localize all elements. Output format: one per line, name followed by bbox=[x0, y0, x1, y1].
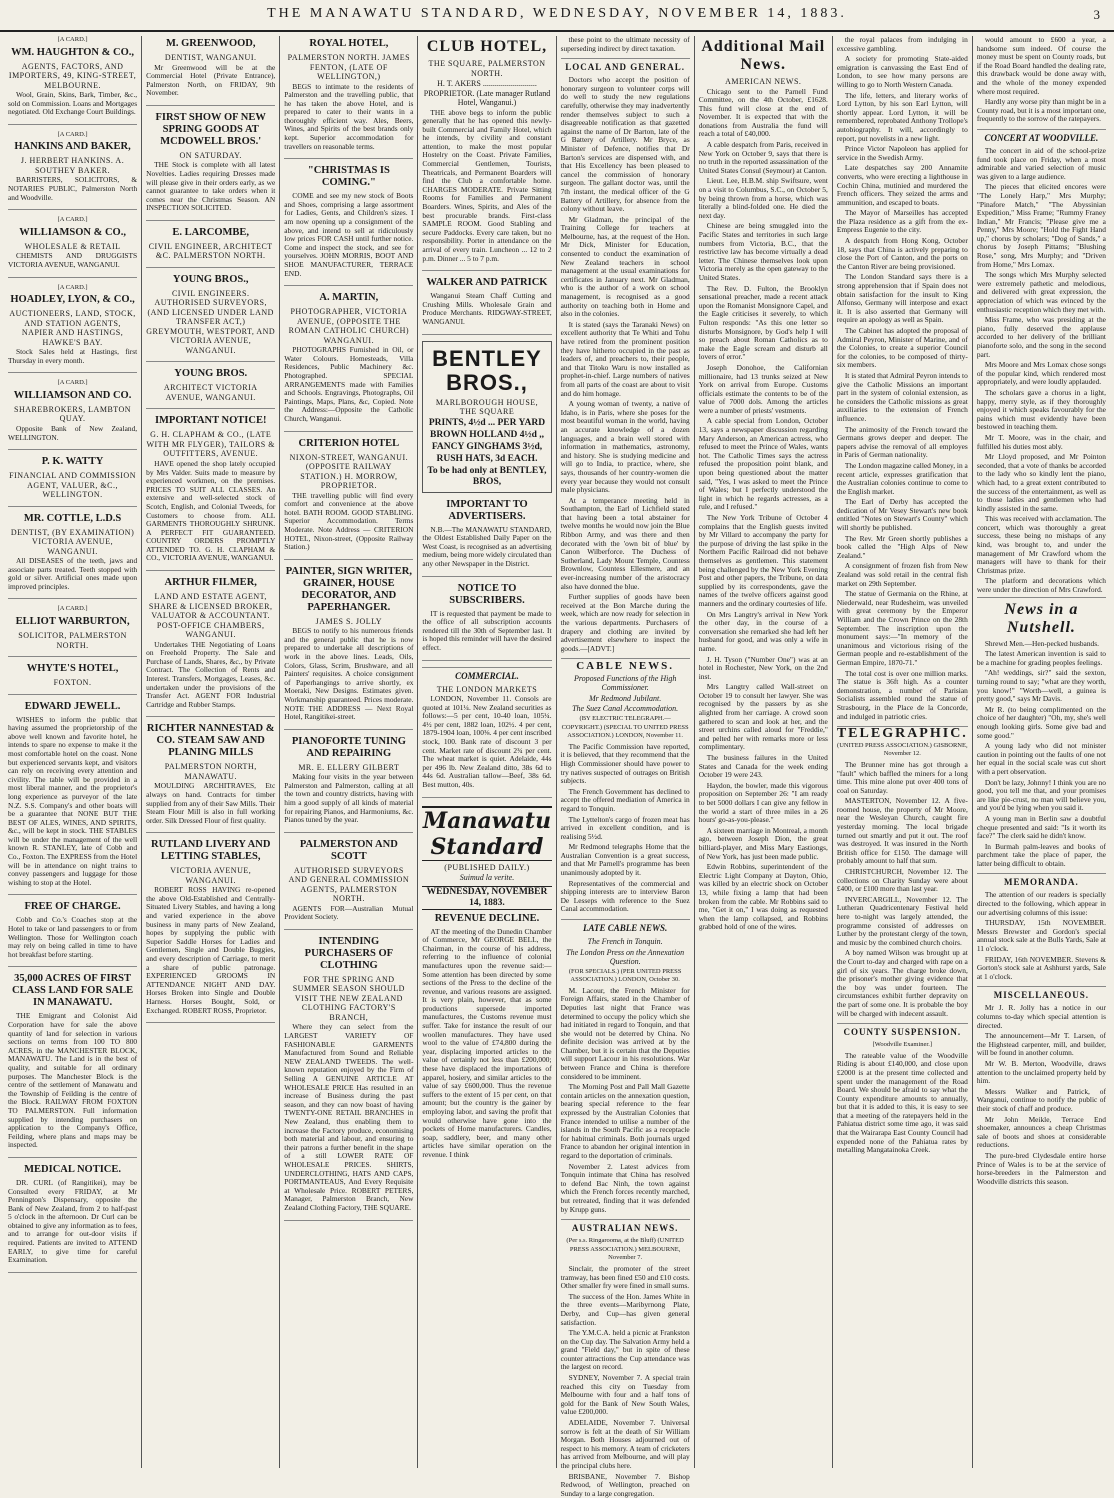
ad-heading: YOUNG BROS., bbox=[172, 273, 249, 285]
paragraph: The concert in aid of the school-prize fund took place on Friday, when a most admirable and varied selection of music was given to a large audience. bbox=[976, 145, 1106, 181]
ad-body: BEGS to notify to his numerous friends and the general public that he is now prepared to undertake all descriptions of work in the above lines. Leads, Oils, Colors, Glass, Scrim, Brushware, and all Painters' requisites. A choice consignment of Paperhangings to arrive shortly, ex Moeraki, New Designs. Estimates given. Workmanship guaranteed. Prices moderate. NOTE THE ADDRESS — Next Royal Hotel, Rangitikei-street. bbox=[284, 626, 414, 722]
mail-list bbox=[699, 88, 828, 932]
paragraph: SYDNEY, November 7. A special train reached this city on Tuesday from Melbourne with four and a half tons of gold for the Bank of New South Wales, value £200,000. bbox=[560, 1373, 690, 1417]
advertisement bbox=[8, 605, 137, 657]
advertisement bbox=[146, 38, 275, 106]
ad-heading: E. LARCOMBE, bbox=[172, 226, 250, 238]
paragraph: Mr R. (to being complimented on the choice of her daughter) "Oh, my, she's well enough looking girls. Some give bad and some good." bbox=[976, 704, 1106, 740]
memoranda-list bbox=[977, 891, 1106, 981]
club-hotel-body: THE above begs to inform the public generally that he has opened this newly-built Commercial and Family Hotel, which he intends, by civility and constant attention, to make the most popular Hostelry on the Coast. Private Families, Commercial Gentlemen, Tourists, Theatricals, and Permanent Boarders will find the Club a comfortable home. CHARGES MODERATE. Private Sitting Rooms for Families and Permanent Boarders. Wines, Spirits, and Ales of the best procurable brands. First-class SAMPLE ROOM. Good Stabling and secure Paddocks. Every care taken, but no responsibility. Porter in attendance on the arrival of every train. Luncheon ... 12 to 2 p.m. Dinner ... 5 to 7 p.m. bbox=[422, 107, 552, 263]
advertisement bbox=[146, 577, 275, 717]
paragraph: Late despatches say 200 Annamite converts, who were erecting a lighthouse in Cochin China, mutinied and murdered the French officers. They seized the arms and ammunition, and escaped to boats. bbox=[836, 163, 968, 207]
county-tag: [Woodville Examiner.] bbox=[872, 1041, 933, 1049]
notice-body: IT is requested that payment be made to the office of all subscription accounts rendered till the 30th of September last. It is hoped this reminder will have the desired effect. bbox=[422, 608, 552, 652]
ad-subheading: CIVIL ENGINEERS. AUTHORISED SURVEYORS, (AND LICENSED UNDER LAND TRANSFER ACT,) GREYMOUTH, WESTPORT, AND VICTORIA AVENUE, WANGANUI. bbox=[146, 288, 276, 355]
late-sub: The London Press on the Annexation Question. bbox=[566, 947, 685, 967]
paragraph: It is stated (says the Taranaki News) on excellent authority that Te Whiti and Tohu have retired from the prominent position they have hitherto occupied in the past as leaders of, and preachers to, their people, and that Titoko Waru is now installed as prophet-in-chief. Large numbers of natives from all parts of the coast are about to visit and do him homage. bbox=[560, 319, 690, 398]
advertisement bbox=[284, 438, 413, 560]
cable-list bbox=[561, 743, 690, 914]
paragraph: A society for promoting State-aided emigration is canvassing the East End of London, to see how many persons are willing to go to North Western Canada. bbox=[836, 54, 968, 89]
paragraph: The French Government has declined to accept the offered mediation of America in regard to Tonquin. bbox=[560, 786, 690, 813]
paragraph: The Cabinet has adopted the proposal of Admiral Peyron, Minister of Marine, and of the Colonies, to create a superior Council for the colonies, to be composed of thirty-six members. bbox=[836, 326, 968, 370]
paragraph: Mr W. B. Merton, Woodville, draws attention to the unclaimed property held by him. bbox=[976, 1058, 1106, 1086]
advertisement bbox=[8, 513, 137, 600]
paragraph: the royal palaces from indulging in excessive gambling. bbox=[836, 35, 968, 53]
miscellaneous-heading: MISCELLANEOUS. bbox=[977, 986, 1106, 1001]
ad-subheading: PHOTOGRAPHER, VICTORIA AVENUE, (OPPOSITE THE ROMAN CATHOLIC CHURCH) WANGANUI. bbox=[288, 307, 410, 345]
concert-list bbox=[977, 147, 1106, 595]
walker-patrick-body: Wanganui Steam Chaff Cutting and Crushing Mills. Wholesale Grain and Produce Merchants. RIDGWAY-STREET, WANGANUI. bbox=[422, 291, 552, 326]
ad-heading: HANKINS AND BAKER, bbox=[14, 141, 131, 153]
ad-subheading: LAND AND ESTATE AGENT, SHARE & LICENSED BROKER, VALUATOR & ACCOUNTANT. POST-OFFICE CHAMBERS, WANGANUI. bbox=[148, 592, 273, 640]
ad-subheading: PALMERSTON NORTH, MANAWATU. bbox=[164, 762, 257, 781]
standard-motto: Suimud la verite. bbox=[459, 873, 515, 883]
page-number: 3 bbox=[1093, 7, 1100, 22]
ad-heading: WHYTE'S HOTEL, bbox=[26, 663, 119, 675]
paragraph: Mr Redmond telegraphs Home that the Australian Convention is a great success, and that Mr Parnell's programme has been unanimously adopted by it. bbox=[560, 842, 690, 878]
revenue-body: AT the meeting of the Dunedin Chamber of Commerce, Mr GEORGE BELL, the Chairman, in the course of his address, referring to the influence of colonial manufactures upon the revenue said:—Some attention has been directed by some sections of the Press to the decline of the revenue, and various reasons are assigned. It is very plain, however, that as some productions supersede imported manufactures, the Customs revenue must suffer. Take for instance the result of our woollen manufactures. They have used wool to the value of £74,800 during the year, displacing imported articles to the value of certainly not less than £200,000; these have displaced the importations of apparel, hosiery, and similar articles to the value of say £600,000. Thus the revenue suffers to the extent of 15 per cent, on that amount; but the country is the gainer by employing labor, and saving the profit that would otherwise have gone into the pockets of Home manufacturers. Candles, soap, saddlery, beer, and many other articles have similar operation on the revenue. I think bbox=[422, 926, 552, 1159]
cable-sub: The Suez Canal Accommodation. bbox=[572, 704, 679, 714]
revenue-decline-article bbox=[422, 913, 551, 1160]
telegraphic-heading: TELEGRAPHIC. bbox=[836, 726, 968, 742]
commercial-sub: THE LONDON MARKETS bbox=[436, 684, 538, 694]
local-general-list bbox=[561, 76, 690, 653]
american-news-sub: AMERICAN NEWS. bbox=[725, 77, 802, 86]
ad-heading: A. MARTIN, bbox=[319, 292, 379, 304]
paragraph: Mr Gladman, the principal of the Training College for teachers at Melbourne, has, at the request of the Hon. Mr Dick, Minister for Education, consented to conduct the examination of New Zealand teachers in school management at the usual examinations for certificates in January next. Mr Gladman, who is the author of a work on school management, is recognised as a good authority on teaching both in Home and also in the colonies. bbox=[560, 214, 690, 319]
paragraph: On Mrs Langtry's arrival in New York the other day, in the course of a conversation she remarked she had left her husband for good, and was only a wife in name. bbox=[698, 609, 828, 653]
ad-body: Where they can select from the LARGEST VARIETY OF FASHIONABLE GARMENTS Manufactured from Sound and Reliable NEW ZEALAND TWEEDS. The well-known reputation enjoyed by the Firm of Selling A GENUINE ARTICLE AT WHOLESALE PRICE Has resulted in an increase of Business during the past season, and they can now boast of having TWENTY-ONE RETAIL BRANCHES in New Zealand, thus enabling them to increase the Factory produce, economising both material and labour, and ensuring to their patrons a further benefit in the shape of a still LOWER RATE OF WHOLESALE PRICES. SHIRTS, UNDERCLOTHING, HATS AND CAPS, PORTMANTEAUS, And Every Requisite at Wholesale Price. ROBERT PETERS, Manager, Palmerston Branch, New Zealand Clothing Factory, THE SQUARE. bbox=[284, 1022, 414, 1212]
advertisement bbox=[8, 36, 137, 125]
late-sub: The French in Tonquin. bbox=[587, 937, 663, 947]
paragraph: INVERCARGILL, November 12. The Lutheran Quadricentenary Festival held here to-night was largely attended, the programme consisted of addresses on Luther by the protestant clergy of the town, and music by the combined church choirs. bbox=[836, 894, 968, 947]
ad-body: THE Stock is complete with all latest Novelties. Ladies requiring Dresses made will please give in their orders early, as we cannot guarantee to take orders when it comes near the Christmas Season. AN INSPECTION SOLICITED. bbox=[146, 160, 276, 213]
ad-subheading: SHAREBROKERS, LAMBTON QUAY. bbox=[14, 404, 132, 424]
ad-heading: HOADLEY, LYON, & CO., bbox=[10, 294, 135, 306]
bentley-bros-sub: MARLBOROUGH HOUSE, THE SQUARE bbox=[435, 397, 539, 417]
ad-heading: ROYAL HOTEL, bbox=[309, 38, 389, 49]
tele-tag: (UNITED PRESS ASSOCIATION.) GISBORNE, November 12. bbox=[837, 741, 968, 758]
telegraphic-list bbox=[837, 761, 968, 1018]
ad-subheading: J. HERBERT HANKINS. A. SOUTHEY BAKER. bbox=[20, 156, 125, 175]
column-8 bbox=[973, 36, 1110, 1468]
club-hotel-heading: CLUB HOTEL, bbox=[426, 38, 548, 55]
paragraph: The Pacific Commission have reported, it is believed, that they recommend that the High Commissioner should have power to try natives suspected of outrages on British subjects. bbox=[560, 741, 690, 786]
bentley-line: RUSH HATS, 3d EACH. bbox=[436, 453, 538, 464]
commercial-section bbox=[422, 667, 551, 798]
paragraph: Mr J. R. Jolly has a notice in our columns to-day which special attention is directed. bbox=[976, 1003, 1106, 1030]
ad-heading: 35,000 ACRES OF FIRST CLASS LAND FOR SALE IN MANAWATU. bbox=[12, 973, 134, 1009]
newspaper-title: THE MANAWATU STANDARD, WEDNESDAY, NOVEMBER 14, 1883. bbox=[267, 6, 847, 21]
county-suspension-heading: COUNTY SUSPENSION. bbox=[837, 1023, 968, 1038]
ad-card-tag: [A CARD.] bbox=[57, 605, 88, 613]
paragraph: Miss Frame, who was presiding at the piano, fully deserved the applause accorded to her delivery of the brilliant pianoforte solo, and the song in the second part. bbox=[976, 315, 1106, 359]
paragraph: Chicago sent to the Parnell Fund Committee, on the 4th October, £1628. This fund will close at the end of November. It is expected that with the donations from Australia the fund will reach a total of £40,000. bbox=[698, 86, 828, 139]
advertisement bbox=[8, 663, 137, 695]
masthead bbox=[0, 0, 1114, 32]
important-heading: IMPORTANT TO ADVERTISERS. bbox=[446, 498, 528, 522]
ad-body: Making four visits in the year between Palmerston and Palmerston, calling at all the town and country districts, having with him a good supply of all kinds of material for repairing Pianos, and Harmoniums, &c. Pianos tuned by the year. bbox=[284, 772, 414, 825]
advertisement bbox=[8, 901, 137, 967]
paragraph: A young woman of twenty, a native of Idaho, is in Paris, where she poses for the most beautiful woman in the world, having an accurate knowledge of a dozen languages, and a brain well stored with information in mathematics, astronomy, and history. She is studying medicine and will go to India, to practice, where, she says, thousands of her country-women die every year because they would not consult male physicians. bbox=[560, 399, 690, 495]
ad-card-tag: [A CARD.] bbox=[57, 130, 88, 138]
paragraph: ADELAIDE, November 7. Universal sorrow is felt at the death of Sir William Morgan. Both Houses adjourned out of respect to his memory. A team of cricketers has arrived from Melbourne, and will play the principal clubs here. bbox=[560, 1418, 690, 1470]
paragraph: In Burmah palm-leaves and books of parchment take the place of paper, the latter being difficult to obtain. bbox=[976, 841, 1106, 868]
cable-tag: (BY ELECTRIC TELEGRAPH.—COPYRIGHT.) (SPECIAL TO UNITED PRESS ASSOCIATION.) LONDON, November 11. bbox=[561, 714, 689, 740]
ad-body: COME and see my new stock of Boots and Shoes, comprising a large assortment for Ladies, Gents, and Children's sizes. I am now opening up a consignment of the above, and intend to sell at ridiculously low prices FOR CASH until further notice. Come and inspect the stock, and see for yourselves. JOHN MORRIS, BOOT AND SHOE MANUFACTURER, TERRACE END. bbox=[284, 191, 414, 278]
paragraph: The London magazine called Money, in a recent article, expresses gratification that the Australian colonies continue to come to the English market. bbox=[836, 460, 968, 496]
bentley-line: PRINTS, 4½d ... PER YARD bbox=[428, 417, 546, 428]
club-hotel-sub: THE SQUARE, PALMERSTON NORTH. bbox=[428, 59, 546, 78]
ad-subheading: FOR THE SPRING AND SUMMER SEASON SHOULD VISIT THE NEW ZEALAND CLOTHING FACTORY'S BRANCH, bbox=[292, 974, 405, 1022]
ad-subheading: FOXTON. bbox=[53, 678, 92, 688]
ad-subheading: VICTORIA AVENUE, WANGANUI. bbox=[170, 866, 252, 885]
cable-sub: Proposed Functions of the High Commissioner. bbox=[573, 673, 677, 693]
ad-subheading: AUCTIONEERS, LAND, STOCK, AND STATION AGENTS, NAPIER AND HASTINGS, HAWKE'S BAY. bbox=[9, 309, 136, 347]
advertisement bbox=[284, 165, 413, 286]
article-continuation: these point to the ultimate necessity of superseding indirect by direct taxation. bbox=[560, 35, 690, 53]
advertisement bbox=[8, 456, 137, 507]
ad-heading: MR. COTTLE, L.D.S bbox=[23, 512, 122, 524]
ad-body: BEGS to intimate to the residents of Palmerston and the travelling public, that he has taken the above Hotel, and is prepared to cater to their wants in a thoroughly efficient way. Ales, Beers, Wines, and Spirits of the best brands only kept. Superior accommodation for travellers on reasonable terms. bbox=[284, 81, 414, 151]
column-3 bbox=[280, 36, 418, 1468]
paragraph: This was received with acclamation. The concert, which was thoroughly a great success, these being no mishaps of any kind, was brought to, and under the management of Mr Crawford whom the managers will have to thank for their Christmas prize. bbox=[976, 514, 1106, 575]
column-5 bbox=[557, 35, 695, 1498]
ad-card-tag: [A CARD.] bbox=[57, 283, 88, 291]
ad-subheading: AGENTS, FACTORS, AND IMPORTERS, 49, KING-STREET, MELBOURNE. bbox=[8, 61, 137, 90]
advertisement bbox=[284, 936, 413, 1221]
paragraph: The pure-bred Clydesdale entire horse Prince of Wales is to be at the service of horse-breeders in the Palmerston and Woodville districts this season. bbox=[976, 1150, 1106, 1186]
nutshell-heading: News in a Nutshell. bbox=[977, 597, 1106, 637]
ad-body: All DISEASES of the teeth, jaws and associate parts treated. Teeth stopped with gold or silver. Artificial ones made upon improved principles. bbox=[8, 556, 138, 591]
late-cable-heading: LATE CABLE NEWS. bbox=[561, 919, 690, 934]
standard-date: WEDNESDAY, NOVEMBER 14, 1883. bbox=[422, 886, 551, 910]
advertisement bbox=[8, 701, 137, 896]
paragraph: Don't be lazy, Johnny! I think you are no good, you tell me that, and your promises are like pie-crust, no man will believe you, and you'd be lying when you said it. bbox=[976, 777, 1106, 813]
paragraph: The Mayor of Marseilles has accepted the Plaza residence as a gift from the ex-Empress Eugenie to the city. bbox=[836, 208, 968, 235]
ad-heading: PALMERSTON AND SCOTT bbox=[299, 838, 398, 862]
ad-subheading: JAMES S. JOLLY bbox=[315, 616, 383, 626]
ad-body: WISHES to inform the public that having assumed the proprietorship of the above well known and favorite hotel, he intends to spare no expense to make it the most comfortable hotel on the coast. None but experienced servants kept, and visitors can rely on receiving every attention and civility. The table will be provided in a most liberal manner, and the proprietor's long experience as purveyor of the late N.Z. S.S. Company's and other boats will be a guarantee that NONE BUT THE BEST OF ALES, WINES, AND SPIRITS, &c., will be kept in stock. THE STABLES will be under the management of the well known R. STANLEY, late of Cobb and Co., Foxton. The EXPRESS from the Hotel will be in attendance on night trains to convey passengers and luggage for those wishing to stop at the Hotel. bbox=[8, 714, 138, 887]
important-advertisers bbox=[422, 499, 551, 577]
ad-heading: ELLIOT WARBURTON, bbox=[15, 616, 130, 628]
county-list bbox=[837, 1052, 968, 1155]
bentley-line: FANCY GINGHAMS 3½d, bbox=[431, 441, 543, 452]
ad-subheading: NIXON-STREET, WANGANUI. (OPPOSITE RAILWAY STATION.) H. MORROW, PROPRIETOR. bbox=[289, 452, 409, 491]
ad-body: THE travelling public will find every comfort and convenience at the above hotel. BATH ROOM. GOOD STABLING. Superior Accommodation. Terms Moderate. Note Address — CRITERION HOTEL, Nixon-street, (Opposite Railway Station.) bbox=[284, 490, 414, 552]
ad-subheading: ARCHITECT VICTORIA AVENUE, WANGANUI. bbox=[163, 383, 258, 402]
paragraph: THURSDAY, 15th NOVEMBER. Messrs Brewster and Gordon's special annual stock sale at the Bulls Yards, Sale at 11 o'clock. bbox=[976, 918, 1106, 954]
ad-heading: FIRST SHOW OF NEW SPRING GOODS AT MCDOWELL BROS.' bbox=[155, 111, 266, 147]
ad-body: BARRISTERS, SOLICITORS, & NOTARIES PUBLIC, Palmerston North and Woodville. bbox=[8, 175, 138, 202]
advertisement bbox=[146, 415, 275, 571]
paragraph: A young man in Berlin saw a doubtful cheque presented and said: "Is it worth its face?" The clerk said he didn't know. bbox=[976, 813, 1106, 841]
paragraph: A consignment of frozen fish from New Zealand was sold retail in the central fish market on 29th September. bbox=[836, 561, 968, 588]
ad-body: Mr Greenwood will be at the Commercial Hotel (Private Entrance), Palmerston North, on FRIDAY, 9th November. bbox=[146, 62, 276, 98]
ad-subheading: G. H. CLAPHAM & CO., (LATE WITH MR FLYGER), TAILORS & OUTFITTERS, AVENUE. bbox=[146, 430, 275, 459]
australian-list bbox=[561, 1265, 690, 1498]
paragraph: The London Standard says there is a strong apprehension that if Spain does not obtain satisfaction for the insult to King Alfonso, Germany will interpose and exact it. It is also asserted that Germany will require an apology as well as Spain. bbox=[836, 272, 968, 325]
paragraph: Mr T. Moore, was in the chair, and fulfilled his duties most ably. bbox=[976, 432, 1106, 451]
paragraph: The New York Tribune of October 4 complains that the English guests invited by Mr Villard to accompany the party for the purpose of driving the last spike in the Northern Pacific Railroad did not behave themselves as gentlemen. This statement being challenged by the New York Evening Post and other papers, the Tribune, on data supplied by its correspondents, gave the names of the twelve officers against good manners and the ordinary courtesies of life. bbox=[698, 513, 828, 608]
paragraph: The rateable value of the Woodville Riding is about £140,000, and close upon £2000 is at the present time collected and spent under the management of the Road Board. We should be afraid to say what the County expenditure amounts to annually, but that it is added to this, it is easy to see that a meeting of the ratepayers held in the Pahiatua district some time ago, it was said that the Wairarapa East County Council had expended none of the Pahiatua rates by metalling Mangatainoka Creek. bbox=[836, 1050, 968, 1155]
bentley-line: BROWN HOLLAND 4½d ,, bbox=[429, 429, 544, 440]
important-body: N.B.—The MANAWATU STANDARD, the Oldest Established Daily Paper on the West Coast, is recognised as an advertising medium, being more widely circulated than any other Newspaper in the District. bbox=[422, 524, 552, 568]
advertisement bbox=[8, 216, 137, 277]
advertisement bbox=[8, 284, 137, 374]
ad-heading: P. K. WATTY bbox=[41, 456, 104, 468]
paragraph: "Ah! weddings, sir?" said the sexton, turning round to say; "what are they worth, you know!" "Worth—well, a guinea is pretty good," says Mr Davis. bbox=[976, 668, 1106, 704]
paragraph: The Rev. Mr Green shortly publishes a book called the "High Alps of New Zealand." bbox=[836, 533, 968, 560]
ad-heading: PIANOFORTE TUNING AND REPAIRING bbox=[291, 735, 406, 759]
advertisement bbox=[8, 973, 137, 1158]
paragraph: The Brunner mine has got through a "fault" which baffled the miners for a long time. This mine alone put over 400 tons of coal on Saturday. bbox=[836, 759, 968, 795]
advertisement bbox=[284, 566, 413, 730]
paragraph: Hardly any worse pity than might be in a County road, but it is a most important one, frequently to the sorrow of the ratepayers. bbox=[976, 97, 1106, 124]
paragraph: It is stated that Admiral Peyron intends to give the Catholic Missions an important part in the system of colonial extension, as he considers the Catholic missions as great auxiliaries to the extension of French influence. bbox=[836, 370, 968, 423]
ad-heading: M. GREENWOOD, bbox=[165, 38, 256, 49]
paragraph: The pieces that elicited encores were "The Lonely Harp," Mrs Murphy; "Pinafore Match," "The Abyssinian Expedition," Miss Frame; "Rummy Franey Indian," Mr Francis; "Please give me a Penny," Mrs Moore; "Hold the Fight Hand up," chorus by scholars; "Dog of Sands," a chorus by Joseph Pittams; "Blushing Rose," song, Mrs Murphy; and "Driven from Home," Mrs Lomax. bbox=[976, 182, 1106, 269]
ad-body: CHEMISTS AND DRUGGISTS VICTORIA AVENUE, WANGANUI. bbox=[8, 251, 138, 269]
ad-heading: EDWARD JEWELL. bbox=[24, 700, 121, 712]
ad-heading: WILLIAMSON AND CO. bbox=[13, 389, 132, 401]
ad-subheading: PALMERSTON NORTH. JAMES FENTON, (LATE OF WELLINGTON,) bbox=[287, 53, 411, 81]
paragraph: Mrs Moore and Mrs Lomax chose songs of the popular kind, which rendered most appropriately, and were loudly applauded. bbox=[976, 360, 1106, 387]
paragraph: The scholars gave a chorus in a light, happy, merry style, as if they thoroughly enjoyed it which speaks favourably for the pains which must evidently have been bestowed in teaching them. bbox=[976, 387, 1106, 432]
advertisement bbox=[284, 839, 413, 930]
paragraph: The latest American invention is said to be a machine for grading peoples feelings. bbox=[976, 649, 1106, 667]
paragraph: The life, letters, and literary works of Lord Lytton, by his son Earl Lytton, will shortly appear. Lord Lytton, it will be remembered, reprobated Anthony Trollope's autobiography. It will, accordingly to report, put novelists in a new light. bbox=[836, 90, 968, 143]
paragraph: The statue of Germania on the Rhine, at Niederwald, near Rudesheim, was unveiled with great ceremony by the Emperor William and the Crown Prince on the 28th September. The inscription upon the monument says:—"In memory of the unanimous and victorious rising of the German people and re-establishment of the German Empire, 1870-71." bbox=[836, 589, 968, 667]
advertisement bbox=[8, 379, 137, 450]
advertisement bbox=[146, 112, 275, 221]
ad-body: Undertakes THE Negotiating of Loans on Freehold Property. The Sale and Purchase of Lands, Shares, &c., by Private Contract. The Collection of Rents and Interest. Transfers, Mortgages, Leases, &c. undertaken under the provisions of the Transfer Act. AGENT FOR Industrial Cartridge and Rubber Stamps. bbox=[146, 639, 276, 709]
ad-heading: RUTLAND LIVERY AND LETTING STABLES, bbox=[150, 839, 271, 863]
ad-body: ROBERT ROSS HAVING re-opened the above Old-Established and Centrally-Situated Livery Stables, and having a long and varied experience in the above business in many parts of New Zealand, hopes by supplying the public with Superior Saddle Horses for Ladies and Gentlemen, Single and Double Buggies, and every description of Carriage, to merit a share of public patronage. EXPERIENCED GROOMS IN ATTENDANCE NIGHT AND DAY. Horses Broken into Single and Double Harness. Horses Bought, Sold, or Exchanged. ROBERT ROSS, Proprietor. bbox=[146, 885, 276, 1015]
paragraph: The success of the Hon. James White in the three events—Maribyrnong Plate, Derby, and Cup—has given general satisfaction. bbox=[560, 1291, 690, 1327]
paragraph: November 2. Latest advices from Tonquin intimate that China has resolved to defend Bac Ninh, the town against which the French forces recently marched, but retreated, finding that it was defended by Krupp guns. bbox=[560, 1161, 690, 1214]
paragraph: CHRISTCHURCH, November 12. The collections on Charity Sunday were about £400, or £100 more than last year. bbox=[836, 867, 968, 894]
paragraph: Mr John Meikle, Terrace End shoemaker, announces a cheap Christmas sale of boots and shoes at considerable reductions. bbox=[976, 1114, 1106, 1150]
paragraph: The songs which Mrs Murphy selected were extremely pathetic and melodious, and delivered with great expression, the appreciation of which was evinced by the enthusiastic reception which they met with. bbox=[976, 270, 1106, 314]
advertisement bbox=[8, 1164, 137, 1273]
standard-title: Manawatu Standard bbox=[422, 807, 552, 860]
cable-sub: Mr Redmond Jubilant. bbox=[589, 693, 662, 703]
paragraph: Sinclair, the promoter of the street tramway, has been fined £50 and £10 costs. Other smaller fry were fined in small sums. bbox=[560, 1263, 690, 1291]
miscellaneous-list bbox=[977, 1004, 1106, 1186]
paragraph: The Y.M.C.A. held a picnic at Frankston on the Cup day. The Salvation Army held a grand "Field day," but in spite of these counter attractions the Cup attendance was the largest on record. bbox=[560, 1328, 690, 1372]
ad-body: HAVE opened the shop lately occupied by Mrs Valder. Suits made to measure by experienced workmen, on the premises. PRICES TO SUIT ALL CLASSES. An extensive and well-selected stock of Scotch, English, and Colonial Tweeds, for Customers to choose from. ALL GARMENTS THOROUGHLY SHRUNK. A PERFECT FIT GUARANTEED. COUNTRY ORDERS PROMPTLY ATTENDED TO. G. H. CLAPHAM & CO., VICTORIA AVENUE, WANGANUI. bbox=[146, 458, 276, 563]
paragraph: Chinese are being smuggled into the Pacific States and territories in such large numbers from Victoria, B.C., that the restrictive law has become virtually a dead letter. The Chinese themselves look upon Victoria merely as the open gateway to the United States. bbox=[698, 221, 828, 282]
paragraph: MASTERTON, November 12. A five-roomed house, the property of Mr Moore, near the Wesleyan Church, caught fire yesterday morning. The local brigade turned out smartly and put it out. The roof was destroyed. It was insured in the North British office for £150. The damage will probably amount to half that sum. bbox=[836, 796, 968, 866]
advertisement bbox=[284, 38, 413, 159]
paragraph: A cable despatch from Paris, received in New York on October 9, says that there is no truth in the reported assassination of the United States Consul (Seymour) at Canton. bbox=[698, 140, 828, 175]
ad-subheading: DENTIST, (BY EXAMINATION) VICTORIA AVENUE, WANGANUI. bbox=[10, 527, 135, 556]
walker-patrick-ad bbox=[422, 277, 551, 334]
ad-subheading: CIVIL ENGINEER, ARCHITECT &C. PALMERSTON NORTH. bbox=[148, 241, 273, 261]
paragraph: Doctors who accept the position of honorary surgeon to volunteer corps will do well to study the new regulations carefully, otherwise they may inadvertently render themselves subject to such a disagreeable notification as that gazetted against the name of Dr Barton, late of the G Battery of Artillery. Mr Bryce, as Minister of Defence, notifies that Dr Barton's services are dispensed with, and that His Excellency has been pleased to cancel the commission of honorary surgeon. The gallant doctor was, until the 7th instant, the medical officer of the G Battery of Artillery, for absence from the colony without leave. bbox=[560, 75, 690, 214]
column-8-body bbox=[977, 36, 1106, 124]
memoranda-heading: MEMORANDA. bbox=[977, 873, 1106, 888]
paragraph: FRIDAY, 16th NOVEMBER. Stevens & Gorton's stock sale at Ashhurst yards, Sale at 1 o'clock. bbox=[976, 954, 1106, 981]
ad-body: DR. CURL (of Rangitikei), may be Consulted every FRIDAY, at Mr Pennington's Dispensary, opposite the Bank of New Zealand, from 2 to half-past 5 o'clock in the afternoon. Dr Curl can be obtained to give any information as to fees, and to arrange for out-door visits if required. Patients are invited to ATTEND EARLY, to give time for careful Examination. bbox=[8, 1177, 138, 1265]
ad-heading: IMPORTANT NOTICE! bbox=[154, 415, 267, 427]
paragraph: The total cost is over one million marks. The statue is 36ft high. As a counter demonstration, a number of Parisian Socialists assembled round the statue of Strasbourg, in the Place de la Concorde, and indulged in patriotic cries. bbox=[836, 668, 968, 721]
paragraph: The attention of our readers is specially directed to the following, which appear in our advertising columns of this issue: bbox=[976, 890, 1106, 917]
late-list bbox=[561, 987, 690, 1214]
ad-heading: RICHTER NANNESTAD & CO. STEAM SAW AND PLANING MILLS bbox=[146, 723, 275, 759]
club-hotel-ad bbox=[422, 38, 551, 271]
paragraph: Messrs Walker and Patrick, of Wanganui, continue to notify the public of their stock of chaff and produce. bbox=[976, 1086, 1106, 1113]
paragraph: Prince Victor Napoleon has applied for service in the Swedish Army. bbox=[836, 144, 968, 162]
paragraph: A sixteen marriage in Montreal, a month ago, between Joseph Dion, the great billiard-player, and Miss Mary Eastiongs, of New York, has just been made public. bbox=[698, 825, 828, 861]
ad-body: Stock Sales held at Hastings, first Thursday in every month. bbox=[8, 347, 138, 365]
late-tag: (FOR SPECIALS.) (PER UNITED PRESS ASSOCIATION.) LONDON, October 30. bbox=[568, 967, 682, 984]
ad-heading: MEDICAL NOTICE. bbox=[24, 1163, 121, 1175]
paragraph: Representatives of the commercial and shipping interests are to interview Baron De Lesseps with reference to the Suez Canal accommodation. bbox=[560, 878, 690, 914]
ad-subheading: SOLICITOR, PALMERSTON NORTH. bbox=[18, 631, 127, 650]
column-2 bbox=[142, 36, 280, 1468]
standard-daily: (PUBLISHED DAILY.) bbox=[444, 862, 530, 872]
paragraph: The Lyttelton's cargo of frozen meat has arrived in excellent condition, and is realising 5½d. bbox=[560, 814, 690, 841]
paragraph: The announcement—Mr T. Larsen, of the Highstead carpenter, mill, and builder, will be found in another column. bbox=[976, 1031, 1106, 1058]
paragraph: Further supplies of goods have been received at the Bon Marche during the week, which are now ready for selection in the various departments. Purchasers of drapery and clothing are invited by advertisement elsewhere to inspect the goods.—[ADVT.] bbox=[560, 592, 690, 653]
paragraph: At a temperance meeting held in Southampton, the Earl of Lichfield stated that having been a total abstainer for twelve months he would now join the Blue Ribbon Army, and was there and then decorated with the 'own bit of blue' by Canon Wilberforce. The Duchess of Sutherland, Lady Mount Temple, Countess Brownlow, Countess Ellesmere, and an ever-increasing number of the aristocracy also have donned the blue. bbox=[560, 495, 690, 591]
ad-subheading: AUTHORISED SURVEYORS AND GENERAL COMMISSION AGENTS, PALMERSTON NORTH. bbox=[288, 865, 410, 904]
ad-card-tag: [A CARD.] bbox=[57, 379, 88, 387]
ad-subheading: ON SATURDAY. bbox=[179, 150, 242, 160]
advertisement bbox=[8, 131, 137, 210]
mail-news-heading: Additional Mail News. bbox=[701, 38, 826, 73]
paragraph: would amount to £600 a year, a handsome sum indeed. Of course the money must be spent on County roads, but if the Road Board handled the dealing rate, this drawback would be done away with, and the whole of the money expended where most required. bbox=[976, 35, 1106, 96]
standard-nameplate bbox=[422, 806, 551, 910]
paragraph: Edwin Robbins, superintendent of the Electric Light Company at Dayton, Ohio, was killed by an electric shock on October 13, while fixing a lamp that had been broken from the cable. Mr Robbins said to me, "Get it on," I was doing as requested when the lamp collapsed, and Robbins grabbed hold of one of the wires. bbox=[698, 862, 828, 932]
paragraph: Lieut. Lee, H.B.M. ship Swiftsure, went on a visit to Columbus, S.C., on October 5, by being thrown from a horse, which was literally a blind-folded one. He died the next day. bbox=[698, 176, 828, 220]
ad-body: MOULDING ARCHITRAVES, Etc always on hand. Contracts for timber supplied from any of their Saw Mills. Their Steam Flour Mill is also in full working order. Silk Dressed Flour of first quality. bbox=[146, 781, 276, 825]
ad-subheading: MR. E. ELLERY GILBERT bbox=[298, 762, 400, 772]
commercial-body: LONDON, November 11. Consols are quoted at 101¼. New Zealand securities as follows:—5 per cent, 10-40 loan, 105¼. 4½ per cent, 1882 loan, 102½. 4 per cent, 1879-1904 loan, 100⅜. 4 per cent inscribed stock, 100. Bank rate of discount 3 per cent. Market rate of discount 2¾ per cent. The wheat market is quiet. Adelaide, 44s per 496 lb. New Zealand ditto, 38s 6d to 44s 6d. Australian tallow—Beef, 38s 6d. Best mutton, 40s. bbox=[422, 694, 552, 789]
ad-body: Opposite Bank of New Zealand, WELLINGTON. bbox=[8, 423, 138, 442]
advertisement bbox=[146, 839, 275, 1023]
ad-card-tag: [A CARD.] bbox=[57, 36, 88, 43]
paragraph: The business failures in the United States and Canada for the week ending October 19 were 243. bbox=[698, 753, 828, 780]
column-6 bbox=[695, 36, 833, 1468]
ad-heading: WM. HAUGHTON & CO., bbox=[11, 46, 135, 58]
paragraph: The platform and decorations which were under the direction of Mrs Crawford. bbox=[976, 576, 1106, 595]
bentley-foot: To be had only at BENTLEY, BROS, bbox=[427, 465, 547, 487]
advertisement bbox=[284, 292, 413, 431]
paragraph: Joseph Donohoe, the Californian millionaire, had 13 trunks seized at New York on arrival from Europe. Customs officials estimate the contents to be of the value of 7000 dols. Among the articles were a number of priests' vestments. bbox=[698, 362, 828, 415]
ad-card-tag: [A CARD.] bbox=[57, 216, 88, 224]
ad-body: THE Emigrant and Colonist Aid Corporation have for sale the above quantity of land for selection in various sections on terms from 100 TO 800 ACRES, in the MANCHESTER BLOCK, MANAWATU. The Land is in the best of quality, and suitable for all ordinary purposes. The Manchester Block is the centre of the settlement of Manawatu and the Township of Feilding is the centre of the Block. RAILWAY FROM FOXTON TO PALMERSTON. Full information supplied by intending purchasers on application to the Company's Office, Feilding, where plans and maps may be inspected. bbox=[8, 1011, 138, 1150]
club-hotel-proprietor: H. T. AKERS ........................... PROPRIETOR. (Late manager Rutland Hotel, Wanganui.) bbox=[423, 79, 551, 107]
paragraph: The Earl of Derby has accepted the dedication of Mr Vesey Stewart's new book entitled "Notes on Stewart's County" which will shortly be published. bbox=[836, 497, 968, 533]
cable-news-heading: CABLE NEWS. bbox=[561, 658, 690, 671]
ad-body: Cobb and Co.'s Coaches stop at the Hotel to take or land passengers to or from Wellington. Those for Wellington coach may rely on being called in time to have hot breakfast before starting. bbox=[8, 915, 138, 959]
walker-patrick-heading: WALKER AND PATRICK bbox=[426, 277, 548, 289]
nutshell-list bbox=[977, 640, 1106, 869]
commercial-heading: COMMERCIAL. bbox=[422, 667, 551, 682]
paragraph: J. H. Tyson ("Number One") was at an hotel in Rochester, New York, on the 2nd inst. bbox=[698, 654, 828, 681]
ad-heading: FREE OF CHARGE. bbox=[24, 901, 121, 913]
paragraph: A cable special from London, October 13, says a newspaper discussion regarding Mary Anderson, an American actress, who refused to meet the Prince of Wales, wants hot. The Catholic Times says the actress refused the proposition point blank, and upon being questioned about the matter said, "Yes, I was asked to meet the Prince of Wales; but I perfectly understood the light in which he regards actresses, as a rule, and I refused." bbox=[698, 416, 828, 512]
paragraph: A boy named Wilson was brought up at the Court to-day and charged with rape on a girl of six years. The charge broke down, the prisoner's mother giving evidence that the boy was under fourteen. The circumstances exhibit further depravity on the part of some one. It is probable the boy will be charged with indecent assault. bbox=[836, 948, 968, 1018]
paragraph: M. Lacour, the French Minister for Foreign Affairs, stated in the Chamber of Deputies last night that France was determined to occupy the policy which she had initiated in regard to Tonquin, and that she would not be deterred by China. No definite decision was arrived at by the Chamber, but it is certain that the Deputies will support Lacour in his resolutions. War between France and China is therefore considered to be imminent. bbox=[560, 985, 690, 1081]
ad-heading: PAINTER, SIGN WRITER, GRAINER, HOUSE DECORATOR, AND PAPERHANGER. bbox=[285, 565, 412, 613]
advertisement bbox=[146, 368, 275, 409]
ad-body: Wool, Grain, Skins, Bark, Timber, &c., sold on Commission. Loans and Mortgages negotiated. Old Exchange Court Buildings. bbox=[8, 90, 138, 117]
ad-heading: "CHRISTMAS IS COMING." bbox=[307, 165, 390, 189]
ad-heading: WILLIAMSON & CO., bbox=[19, 226, 126, 238]
ad-body: AGENTS FOR—Australian Mutual Provident Society. bbox=[284, 903, 414, 922]
notice-heading: NOTICE TO SUBSCRIBERS. bbox=[449, 582, 525, 606]
ad-heading: YOUNG BROS. bbox=[174, 368, 248, 380]
paragraph: The Rev. D. Fulton, the Brooklyn sensational preacher, made a recent attack upon the Romanist Monsignore Capel, and the Eagle criticises it severely, to which Fulton responds: "As this one letter so disturbs Monsignore, by God's help I will so preach about Roman Catholics as to make the Eagle scream and disturb all lovers of error." bbox=[698, 283, 828, 362]
ad-subheading: FINANCIAL AND COMMISSION AGENT, VALUER, &C., WELLINGTON. bbox=[9, 471, 136, 500]
paragraph: Mrs Langtry called Wall-street on October 19 to consult her lawyer. She was recognised by the passers by as she alighted from her carriage. A crowd soon gathered to scan and look at her, and the street urchins called aloud for "Freddie," and pelted her with remarks more or less complimentary. bbox=[698, 682, 828, 752]
ad-heading: ARTHUR FILMER, bbox=[164, 577, 257, 589]
paragraph: Mr Lloyd proposed, and Mr Pointon seconded, that a vote of thanks be accorded to the lady who so kindly lent the piano, which had, to a great extent contributed to the success of the entertainment, as well as to those ladies and gentlemen who had kindly assisted in the same. bbox=[976, 452, 1106, 513]
paragraph: Haydon, the bowler, made this vigorous proposition on September 26: "I am ready to bet 5000 dollars I can give any fellow in the world a start of three miles in a 26 hours' go-as-you-please." bbox=[698, 780, 828, 825]
columns bbox=[4, 35, 1110, 1498]
column-4 bbox=[418, 36, 556, 1468]
paragraph: BRISBANE, November 7. Bishop Redwood, of Wellington, preached on Sunday to a large congregation. bbox=[560, 1471, 690, 1498]
advertisement bbox=[146, 227, 275, 268]
australian-news-heading: AUSTRALIAN NEWS. bbox=[561, 1219, 690, 1234]
paragraph: Shrewd Men.—Hen-pecked husbands. bbox=[984, 638, 1099, 648]
advertisement bbox=[284, 736, 413, 833]
paragraph: A despatch from Hong Kong, October 18, says that China is actively preparing to close the Port of Canton, and the ports on the Canton River are being provisioned. bbox=[836, 236, 968, 271]
bentley-bros-heading: BENTLEY BROS., bbox=[432, 345, 542, 395]
notice-subscribers bbox=[422, 583, 551, 661]
ad-subheading: DENTIST, WANGANUI. bbox=[164, 53, 257, 62]
paragraph: A young lady who did not minister caution in pointing out the faults of one not her equal in the social scale was cut short with a pert observation. bbox=[976, 741, 1106, 776]
bentley-bros-ad bbox=[422, 341, 551, 493]
column-1 bbox=[4, 36, 142, 1468]
column-7 bbox=[833, 36, 973, 1468]
ad-heading: CRITERION HOTEL bbox=[298, 437, 400, 449]
aus-tag: (Per s.s. Ringarooma, at the Bluff) (UNITED PRESS ASSOCIATION.) MELBOURNE, November 7. bbox=[566, 1237, 684, 1262]
ad-body: PHOTOGRAPHS Furnished in Oil, or Water Colours. Homesteads, Villa Residences, Public Machinery &c. Photographed. SPECIAL ARRANGEMENTS made with Families and Schools. Engravings, Photographs, Oil Paintings, Maps, Plans, &c, Copied. Note the Address:—Opposite the Catholic Church, Wanganui. bbox=[284, 345, 414, 423]
local-general-heading: LOCAL AND GENERAL. bbox=[561, 58, 690, 73]
advertisement bbox=[146, 723, 275, 833]
revenue-heading: REVENUE DECLINE. bbox=[434, 912, 540, 924]
column-7-body bbox=[837, 36, 968, 721]
paragraph: The Morning Post and Pall Mall Gazette contain articles on the annexation question, bearing special reference to the fear expressed by the Australian Colonies that France intended to utilise a number of the islands in the South Pacific as a receptacle for habitual criminals. Both journals urged France to abandon her original intention in regard to the deportation of criminals. bbox=[560, 1082, 690, 1160]
advertisement bbox=[146, 274, 275, 363]
concert-heading: CONCERT AT WOODVILLE. bbox=[977, 129, 1106, 144]
paragraph: The animosity of the French toward the Germans grows deeper and deeper. The papers advise the removal of all employes in Paris of German nationality. bbox=[836, 424, 968, 460]
ad-heading: INTENDING PURCHASERS OF CLOTHING bbox=[304, 935, 394, 971]
ad-subheading: WHOLESALE & RETAIL bbox=[24, 241, 121, 251]
